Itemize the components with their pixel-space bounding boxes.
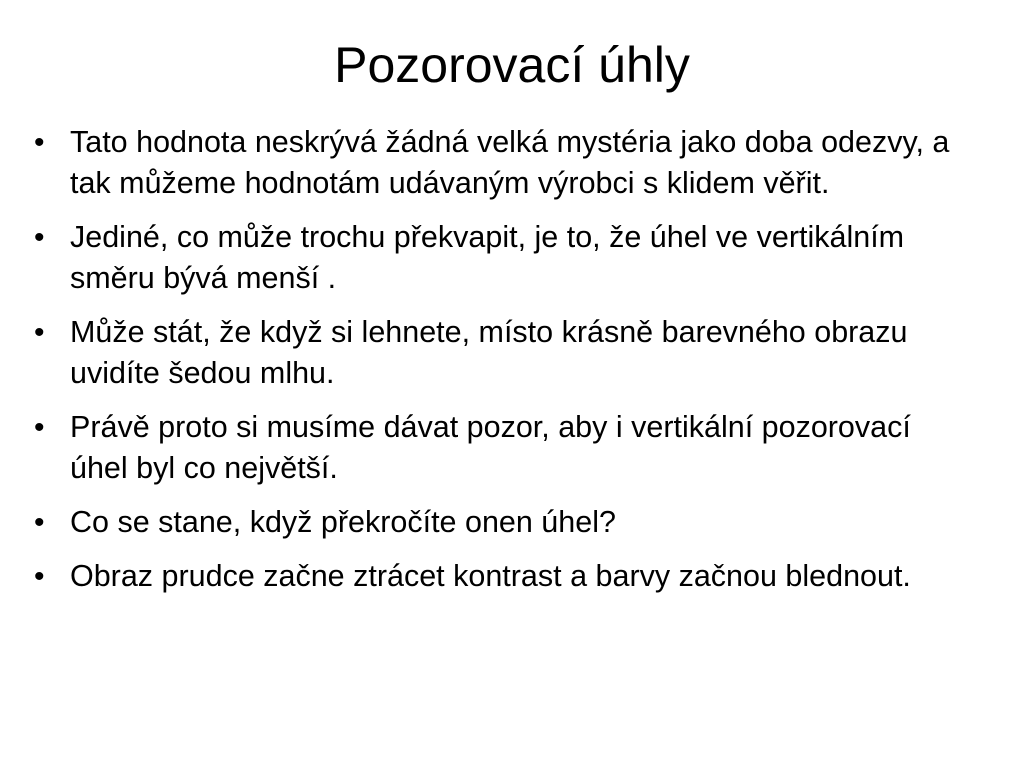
bullet-icon: • xyxy=(34,316,45,349)
bullet-item xyxy=(34,217,964,299)
bullet-item xyxy=(34,502,964,543)
bullet-text: Může stát, že když si lehnete, místo krásně barevného obrazu uvidíte šedou mlhu. xyxy=(70,315,908,390)
bullet-item xyxy=(34,556,964,597)
bullet-text: Co se stane, když překročíte onen úhel? xyxy=(70,505,616,539)
bullet-text: Tato hodnota neskrývá žádná velká mystéria jako doba odezvy, a tak můžeme hodnotám udávaným výrobci s klidem věřit. xyxy=(70,125,950,200)
bullet-text: Právě proto si musíme dávat pozor, aby i vertikální pozorovací úhel byl co největší. xyxy=(70,410,911,485)
bullet-text: Obraz prudce začne ztrácet kontrast a barvy začnou blednout. xyxy=(70,559,911,593)
bullet-item xyxy=(34,122,964,204)
bullet-text: Jediné, co může trochu překvapit, je to, že úhel ve vertikálním směru bývá menší . xyxy=(70,220,905,295)
bullet-icon: • xyxy=(34,560,45,593)
bullet-icon: • xyxy=(34,506,45,539)
bullet-icon: • xyxy=(34,126,45,159)
bullet-list xyxy=(34,122,964,610)
bullet-icon: • xyxy=(34,221,45,254)
bullet-icon: • xyxy=(34,411,45,444)
bullet-item xyxy=(34,407,964,489)
slide-title: Pozorovací úhly xyxy=(334,37,690,93)
bullet-item xyxy=(34,312,964,394)
